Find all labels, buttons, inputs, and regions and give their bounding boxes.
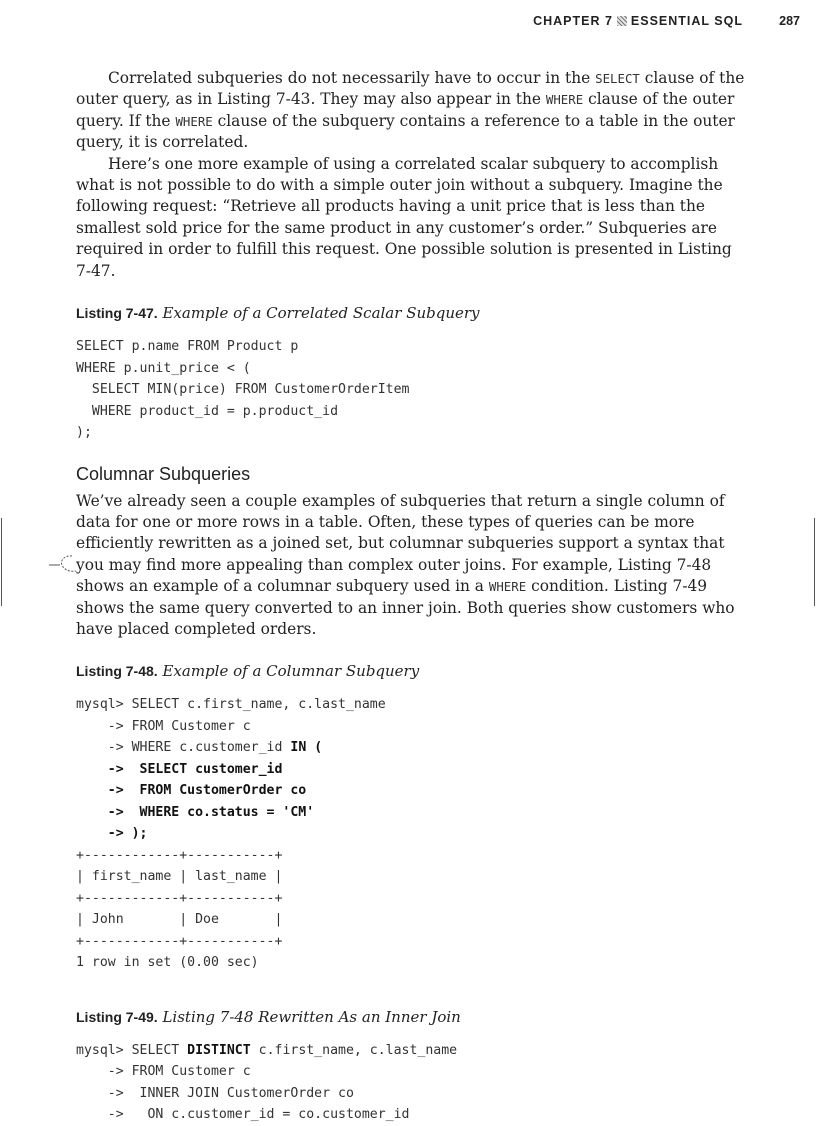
result-border: +------------+-----------+ — [76, 933, 283, 949]
listing-title: Listing 7-48 Rewritten As an Inner Join — [162, 1007, 461, 1026]
running-header — [0, 12, 816, 32]
inline-code: SELECT — [595, 71, 640, 86]
code-line: WHERE p.unit_price < ( — [76, 360, 251, 376]
code-line: mysql> SELECT c.first_name, c.last_name — [76, 697, 386, 713]
code-line: WHERE product_id = p.product_id — [76, 403, 339, 419]
code-bold: ); — [131, 826, 148, 842]
code-bold: DISTINCT — [187, 1042, 251, 1058]
listing-48-caption — [76, 661, 748, 681]
code-line: SELECT p.name FROM Product p — [76, 339, 299, 355]
listing-title: Example of a Correlated Scalar Subquery — [162, 304, 480, 323]
text-run: condition. Listing 7-49 shows the same query converted to an inner join. Both queries show customers who have placed completed orders. — [76, 577, 735, 638]
code-bold: FROM CustomerOrder co — [131, 783, 307, 799]
paragraph-correlated — [76, 68, 748, 154]
paragraph-columnar — [76, 491, 748, 641]
code-run: -> WHERE c.customer_id — [76, 740, 291, 756]
listing-47-caption — [76, 303, 748, 323]
code-line: -> ON c.customer_id = co.customer_id — [76, 1107, 410, 1123]
code-line: ); — [76, 425, 92, 441]
listing-title: Example of a Columnar Subquery — [162, 662, 420, 681]
code-bold: IN ( — [290, 740, 323, 756]
code-bold: SELECT customer_id — [131, 761, 283, 777]
result-border: +------------+-----------+ — [76, 847, 283, 863]
chapter-heading — [533, 14, 743, 28]
result-summary: 1 row in set (0.00 sec) — [76, 955, 259, 971]
text-run: We’ve already seen a couple examples of subqueries that return a single column of data for one or more rows in a table. Often, these types of queries can be more efficiently rewritten as a joined set, but columnar subqueries support a syntax that you may find more appealing than complex outer joins. For example, Listing 7-48 shows an example of a columnar subquery used in a — [76, 491, 725, 596]
code-bold: WHERE co.status = 'CM' — [131, 804, 315, 820]
gray-square-icon — [617, 16, 627, 26]
code-line: -> INNER JOIN CustomerOrder co — [76, 1085, 354, 1101]
code-bold: -> — [76, 761, 132, 777]
code-bold: -> — [76, 804, 132, 820]
edit-mark-icon — [48, 553, 76, 575]
code-line: -> FROM Customer c — [76, 718, 251, 734]
result-row: | John | Doe | — [76, 912, 283, 928]
code-line: -> FROM Customer c — [76, 1064, 251, 1080]
code-run: c.first_name, c.last_name — [250, 1042, 458, 1058]
text-run: clause of the subquery contains a reference to a table in the outer query, it is correlated. — [76, 111, 735, 152]
margin-line-left — [1, 518, 2, 606]
result-header: | first_name | last_name | — [76, 869, 283, 885]
section-heading: Columnar Subqueries — [76, 463, 251, 484]
listing-49-caption — [76, 1007, 748, 1027]
chapter-title: ESSENTIAL SQL — [630, 14, 743, 28]
code-bold: -> — [76, 826, 132, 842]
listing-label: Listing 7-49. — [76, 1008, 158, 1025]
inline-code: WHERE — [175, 113, 213, 129]
text-run: clause of the outer query. If the — [76, 90, 735, 130]
text-run: clause of the outer query, as in Listing 7-43. They may also appear in the — [76, 69, 745, 109]
page-number: 287 — [779, 14, 800, 28]
listing-48-code — [76, 694, 748, 974]
listing-label: Listing 7-47. — [76, 305, 158, 322]
chapter-label: CHAPTER 7 — [533, 14, 613, 28]
listing-label: Listing 7-48. — [76, 663, 158, 680]
page-content — [76, 68, 748, 1126]
code-run: mysql> SELECT — [76, 1042, 188, 1058]
result-border: +------------+-----------+ — [76, 890, 283, 906]
inline-code: WHERE — [545, 92, 584, 108]
listing-47-code — [76, 336, 748, 444]
paragraph-example: Here’s one more example of using a correlated scalar subquery to accomplish what is not possible to do with a simple outer join without a subquery. Imagine the following request: “Retrieve all products having a unit price that is less than the smallest sold price for the same product in any customer’s order.” Subqueries are required in order to fulfill this request. One possible solution is presented in Listing 7-47. — [76, 154, 732, 280]
listing-49-code — [76, 1040, 748, 1126]
text-run: Correlated subqueries do not necessarily have to occur in the — [108, 69, 596, 87]
margin-line-right — [814, 518, 815, 606]
code-line: SELECT MIN(price) FROM CustomerOrderItem — [76, 382, 410, 398]
code-bold: -> — [76, 783, 132, 799]
inline-code: WHERE — [488, 579, 527, 595]
